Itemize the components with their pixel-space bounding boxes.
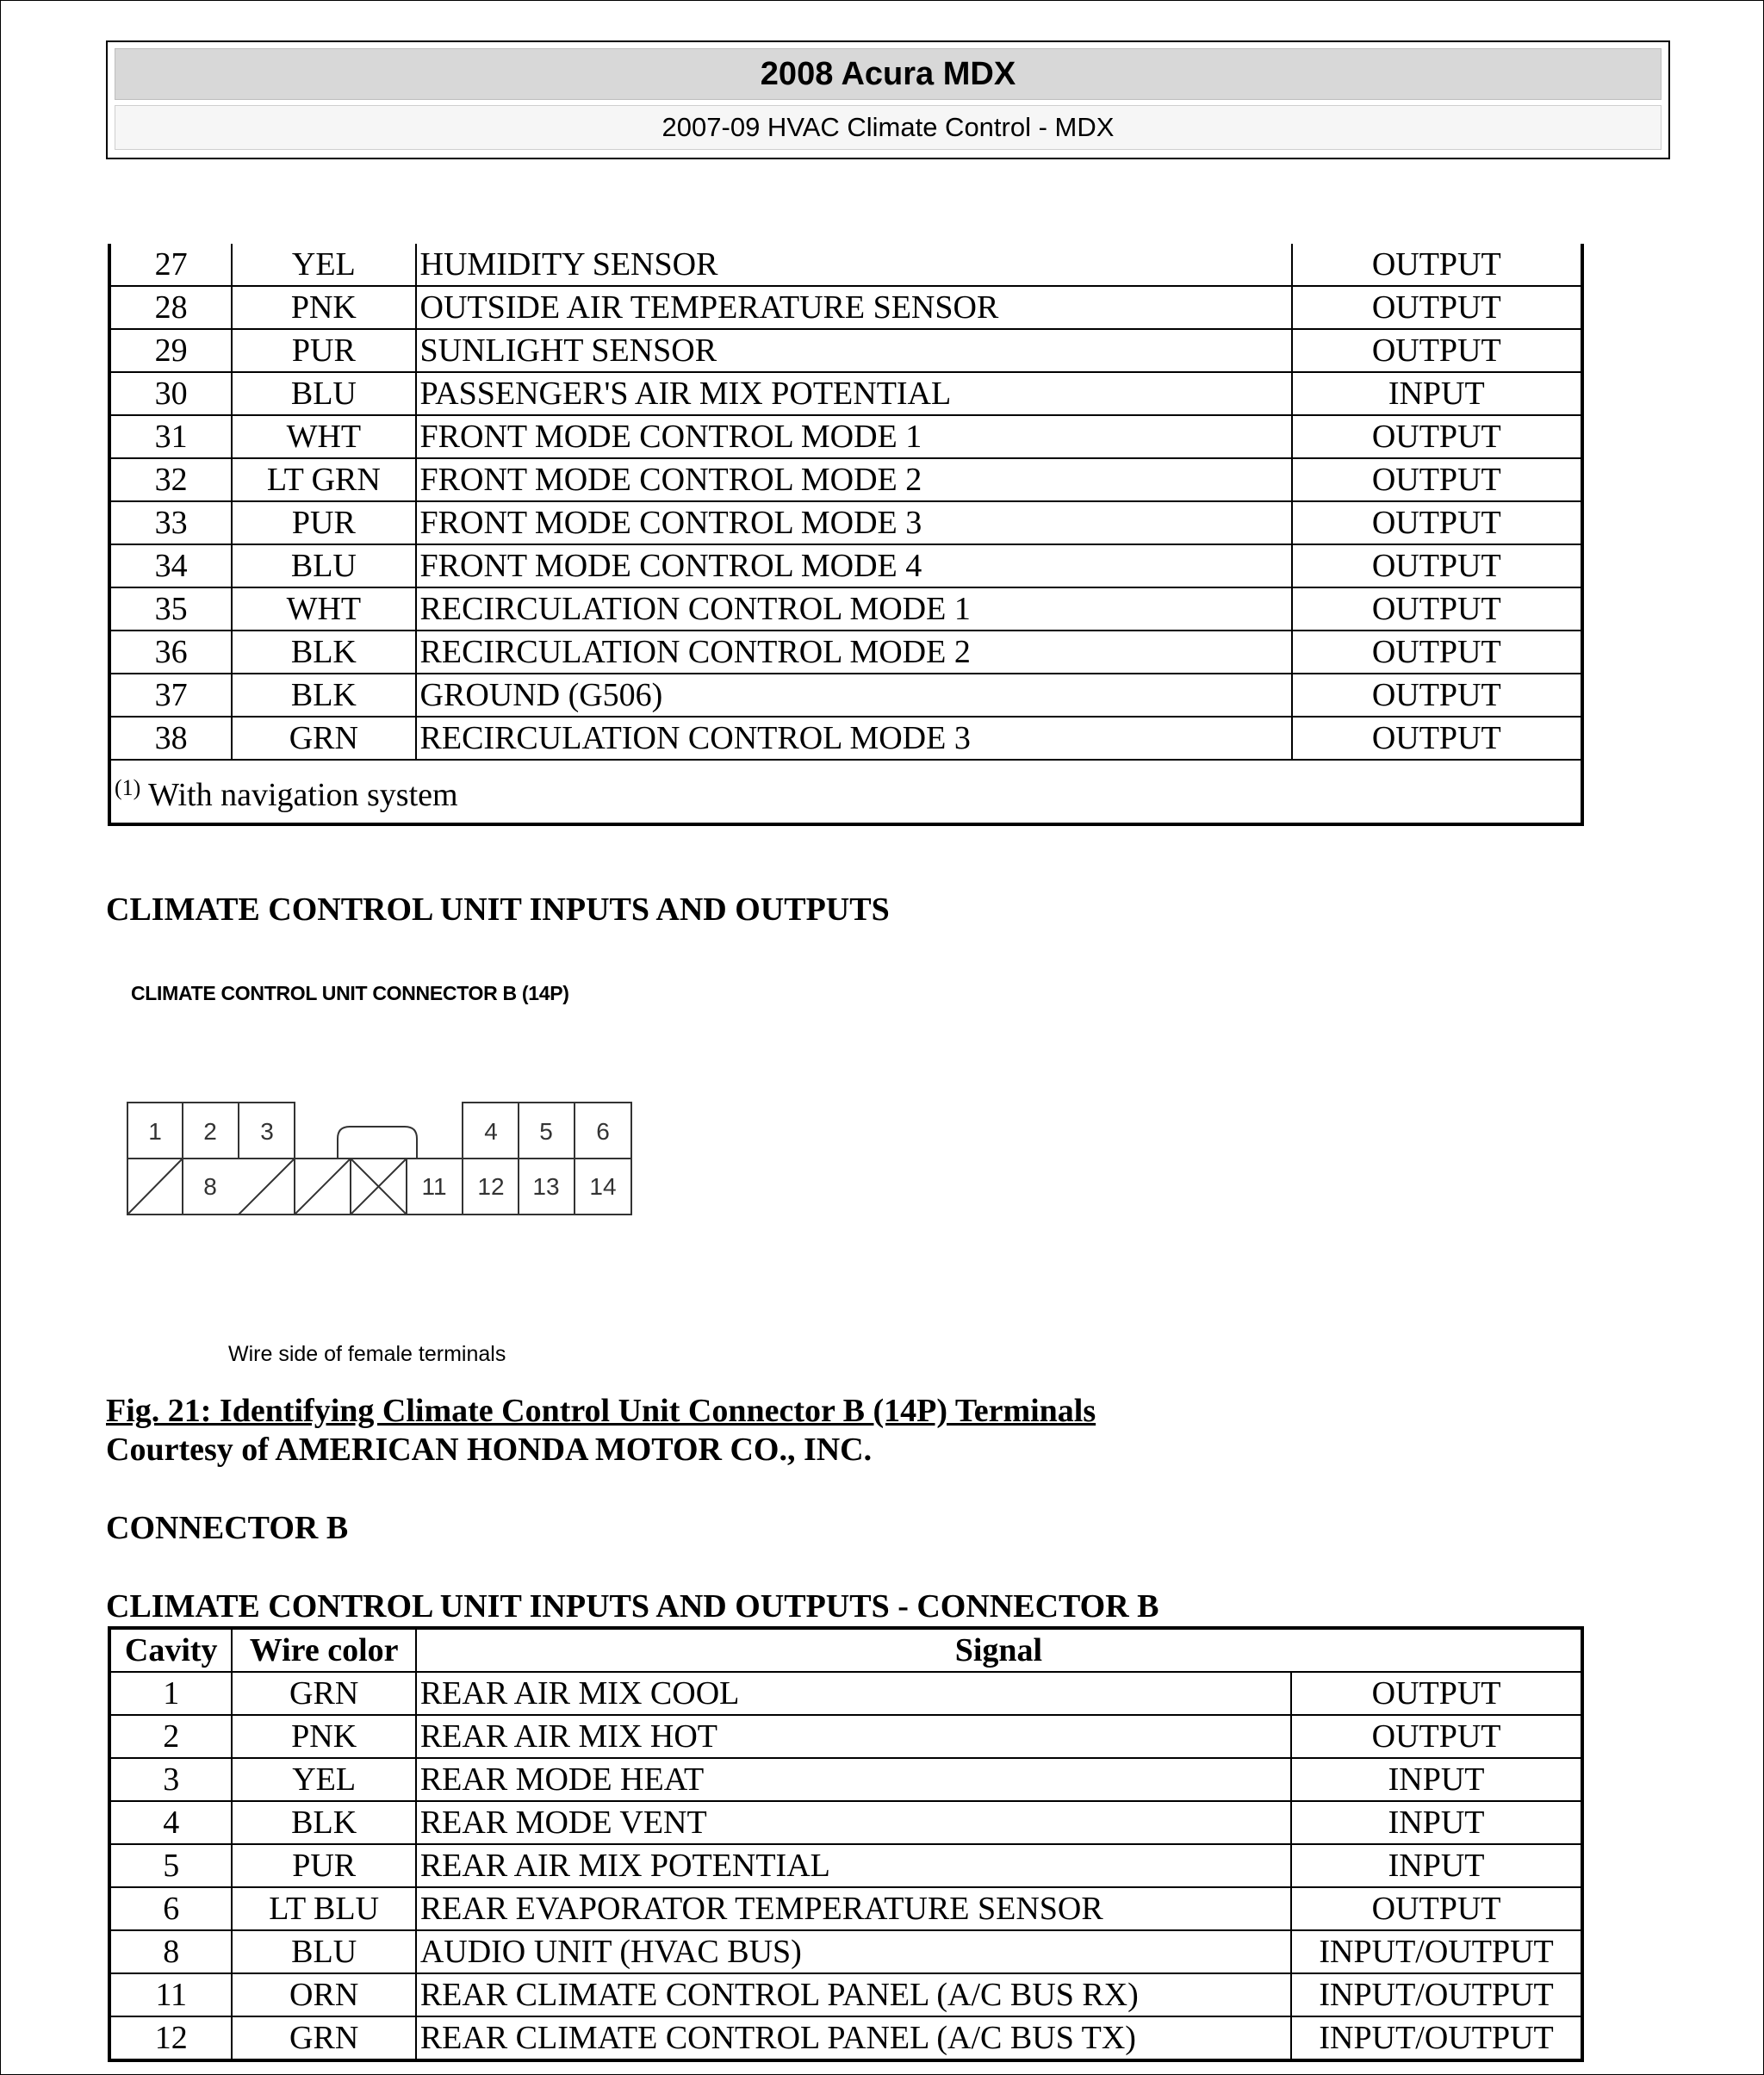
cavity-cell: 36 xyxy=(109,631,232,674)
io-cell: OUTPUT xyxy=(1291,1672,1582,1715)
footnote xyxy=(109,760,1582,824)
io-cell: OUTPUT xyxy=(1292,458,1582,501)
header-cavity: Cavity xyxy=(109,1628,232,1672)
wire-color-cell: LT BLU xyxy=(232,1887,415,1930)
header-wire-color: Wire color xyxy=(232,1628,415,1672)
io-cell: OUTPUT xyxy=(1292,244,1582,286)
signal-cell: AUDIO UNIT (HVAC BUS) xyxy=(416,1930,1291,1973)
wire-color-cell: ORN xyxy=(232,1973,415,2016)
table-row xyxy=(109,1887,1582,1930)
cavity-number: 5 xyxy=(539,1118,553,1145)
diagram-label: CLIMATE CONTROL UNIT CONNECTOR B (14P) xyxy=(131,982,569,1004)
cavity-cell: 30 xyxy=(109,372,232,415)
signal-cell: REAR CLIMATE CONTROL PANEL (A/C BUS RX) xyxy=(416,1973,1291,2016)
connector-heading: CONNECTOR B xyxy=(106,1510,349,1546)
signal-cell: HUMIDITY SENSOR xyxy=(416,244,1292,286)
empty-cavity-slash xyxy=(127,1159,183,1215)
signal-cell: SUNLIGHT SENSOR xyxy=(416,329,1292,372)
cavity-cell: 38 xyxy=(109,717,232,760)
signal-cell: GROUND (G506) xyxy=(416,674,1292,717)
signal-cell: RECIRCULATION CONTROL MODE 3 xyxy=(416,717,1292,760)
io-cell: OUTPUT xyxy=(1292,631,1582,674)
latch-outline xyxy=(338,1127,417,1159)
footnote-marker: (1) xyxy=(115,775,141,800)
io-cell: OUTPUT xyxy=(1292,674,1582,717)
connector-a-table-body xyxy=(109,244,1582,760)
signal-cell: RECIRCULATION CONTROL MODE 1 xyxy=(416,587,1292,631)
cavity-number: 11 xyxy=(421,1173,447,1200)
table-row xyxy=(109,1844,1582,1887)
table-row xyxy=(109,1715,1582,1758)
io-cell: OUTPUT xyxy=(1292,544,1582,587)
connector-b-table xyxy=(108,1626,1584,2062)
signal-cell: REAR AIR MIX COOL xyxy=(416,1672,1291,1715)
wire-color-cell: BLU xyxy=(232,544,415,587)
cavity-cell: 6 xyxy=(109,1887,232,1930)
signal-cell: FRONT MODE CONTROL MODE 4 xyxy=(416,544,1292,587)
wire-color-cell: WHT xyxy=(232,587,415,631)
table-row xyxy=(109,2016,1582,2060)
table-row xyxy=(109,1801,1582,1844)
io-cell: OUTPUT xyxy=(1292,501,1582,544)
table-row xyxy=(109,244,1582,286)
table-row xyxy=(109,372,1582,415)
table-row xyxy=(109,1758,1582,1801)
footnote-row xyxy=(109,760,1582,824)
cavity-cell: 34 xyxy=(109,544,232,587)
wire-color-cell: GRN xyxy=(232,717,415,760)
signal-cell: PASSENGER'S AIR MIX POTENTIAL xyxy=(416,372,1292,415)
wire-color-cell: BLK xyxy=(232,674,415,717)
signal-cell: REAR AIR MIX POTENTIAL xyxy=(416,1844,1291,1887)
table-row xyxy=(109,1672,1582,1715)
io-cell: INPUT xyxy=(1291,1844,1582,1887)
wire-color-cell: LT GRN xyxy=(232,458,415,501)
cavity-cell: 1 xyxy=(109,1672,232,1715)
table-row xyxy=(109,544,1582,587)
io-cell: OUTPUT xyxy=(1292,329,1582,372)
signal-cell: REAR AIR MIX HOT xyxy=(416,1715,1291,1758)
connector-b-table-body xyxy=(109,1672,1582,2060)
cavity-number: 4 xyxy=(484,1118,498,1145)
cavity-number: 8 xyxy=(203,1173,217,1200)
cavity-cell: 8 xyxy=(109,1930,232,1973)
cavity-number: 14 xyxy=(589,1173,617,1200)
table-row xyxy=(109,458,1582,501)
table-row xyxy=(109,329,1582,372)
figure-courtesy: Courtesy of AMERICAN HONDA MOTOR CO., INC. xyxy=(106,1432,873,1468)
connector-a-table xyxy=(108,244,1584,826)
cavity-number: 1 xyxy=(148,1118,162,1145)
header-signal: Signal xyxy=(416,1628,1582,1672)
signal-cell: FRONT MODE CONTROL MODE 1 xyxy=(416,415,1292,458)
io-cell: OUTPUT xyxy=(1292,717,1582,760)
table-row xyxy=(109,1930,1582,1973)
wire-color-cell: BLK xyxy=(232,1801,415,1844)
signal-cell: FRONT MODE CONTROL MODE 3 xyxy=(416,501,1292,544)
wire-color-cell: GRN xyxy=(232,1672,415,1715)
cavity-cell: 27 xyxy=(109,244,232,286)
document-title: 2008 Acura MDX xyxy=(115,48,1662,100)
wire-color-cell: PUR xyxy=(232,1844,415,1887)
signal-cell: REAR EVAPORATOR TEMPERATURE SENSOR xyxy=(416,1887,1291,1930)
signal-cell: FRONT MODE CONTROL MODE 2 xyxy=(416,458,1292,501)
signal-cell: OUTSIDE AIR TEMPERATURE SENSOR xyxy=(416,286,1292,329)
table-row xyxy=(109,631,1582,674)
cavity-number: 6 xyxy=(596,1118,610,1145)
cavity-cell: 12 xyxy=(109,2016,232,2060)
cavity-cell: 4 xyxy=(109,1801,232,1844)
table-b-title: CLIMATE CONTROL UNIT INPUTS AND OUTPUTS - CONNECTOR B xyxy=(106,1588,1159,1625)
io-cell: OUTPUT xyxy=(1292,587,1582,631)
cavity-cell: 32 xyxy=(109,458,232,501)
table-header-row xyxy=(109,1628,1582,1672)
cavity-number: 3 xyxy=(260,1118,274,1145)
table-row xyxy=(109,587,1582,631)
signal-cell: REAR MODE HEAT xyxy=(416,1758,1291,1801)
wire-color-cell: BLK xyxy=(232,631,415,674)
io-cell: OUTPUT xyxy=(1292,286,1582,329)
cavity-number: 13 xyxy=(532,1173,560,1200)
cavity-number: 2 xyxy=(203,1118,217,1145)
table-row xyxy=(109,286,1582,329)
table-row xyxy=(109,501,1582,544)
signal-cell: REAR MODE VENT xyxy=(416,1801,1291,1844)
document-subtitle: 2007-09 HVAC Climate Control - MDX xyxy=(115,105,1662,150)
cavity-cell: 33 xyxy=(109,501,232,544)
wire-color-cell: PUR xyxy=(232,501,415,544)
table-row xyxy=(109,717,1582,760)
io-cell: INPUT xyxy=(1292,372,1582,415)
io-cell: INPUT/OUTPUT xyxy=(1291,1930,1582,1973)
connector-b-diagram xyxy=(121,1094,637,1232)
cavity-number: 12 xyxy=(477,1173,505,1200)
cavity-cell: 2 xyxy=(109,1715,232,1758)
empty-cavity-slash xyxy=(295,1159,351,1215)
wire-color-cell: YEL xyxy=(232,244,415,286)
cavity-cell: 28 xyxy=(109,286,232,329)
section-heading: CLIMATE CONTROL UNIT INPUTS AND OUTPUTS xyxy=(106,892,890,928)
table-row xyxy=(109,415,1582,458)
wire-color-cell: PNK xyxy=(232,1715,415,1758)
table-row xyxy=(109,1973,1582,2016)
wire-color-cell: YEL xyxy=(232,1758,415,1801)
cavity-cell: 37 xyxy=(109,674,232,717)
wire-color-cell: PUR xyxy=(232,329,415,372)
io-cell: OUTPUT xyxy=(1292,415,1582,458)
empty-cavity-slash xyxy=(239,1159,295,1215)
io-cell: INPUT xyxy=(1291,1758,1582,1801)
wire-color-cell: GRN xyxy=(232,2016,415,2060)
wire-color-cell: WHT xyxy=(232,415,415,458)
wire-color-cell: BLU xyxy=(232,372,415,415)
footnote-text: With navigation system xyxy=(148,777,458,813)
cavity-cell: 31 xyxy=(109,415,232,458)
figure-caption: Fig. 21: Identifying Climate Control Unit Connector B (14P) Terminals xyxy=(106,1393,1096,1429)
io-cell: OUTPUT xyxy=(1291,1715,1582,1758)
cavity-cell: 11 xyxy=(109,1973,232,2016)
io-cell: INPUT/OUTPUT xyxy=(1291,1973,1582,2016)
wire-color-cell: BLU xyxy=(232,1930,415,1973)
document-header xyxy=(106,40,1670,159)
cavity-cell: 3 xyxy=(109,1758,232,1801)
io-cell: INPUT xyxy=(1291,1801,1582,1844)
signal-cell: REAR CLIMATE CONTROL PANEL (A/C BUS TX) xyxy=(416,2016,1291,2060)
cavity-cell: 5 xyxy=(109,1844,232,1887)
wire-side-label: Wire side of female terminals xyxy=(228,1342,506,1366)
signal-cell: RECIRCULATION CONTROL MODE 2 xyxy=(416,631,1292,674)
io-cell: OUTPUT xyxy=(1291,1887,1582,1930)
table-row xyxy=(109,674,1582,717)
cavity-cell: 35 xyxy=(109,587,232,631)
wire-color-cell: PNK xyxy=(232,286,415,329)
cavity-cell: 29 xyxy=(109,329,232,372)
io-cell: INPUT/OUTPUT xyxy=(1291,2016,1582,2060)
